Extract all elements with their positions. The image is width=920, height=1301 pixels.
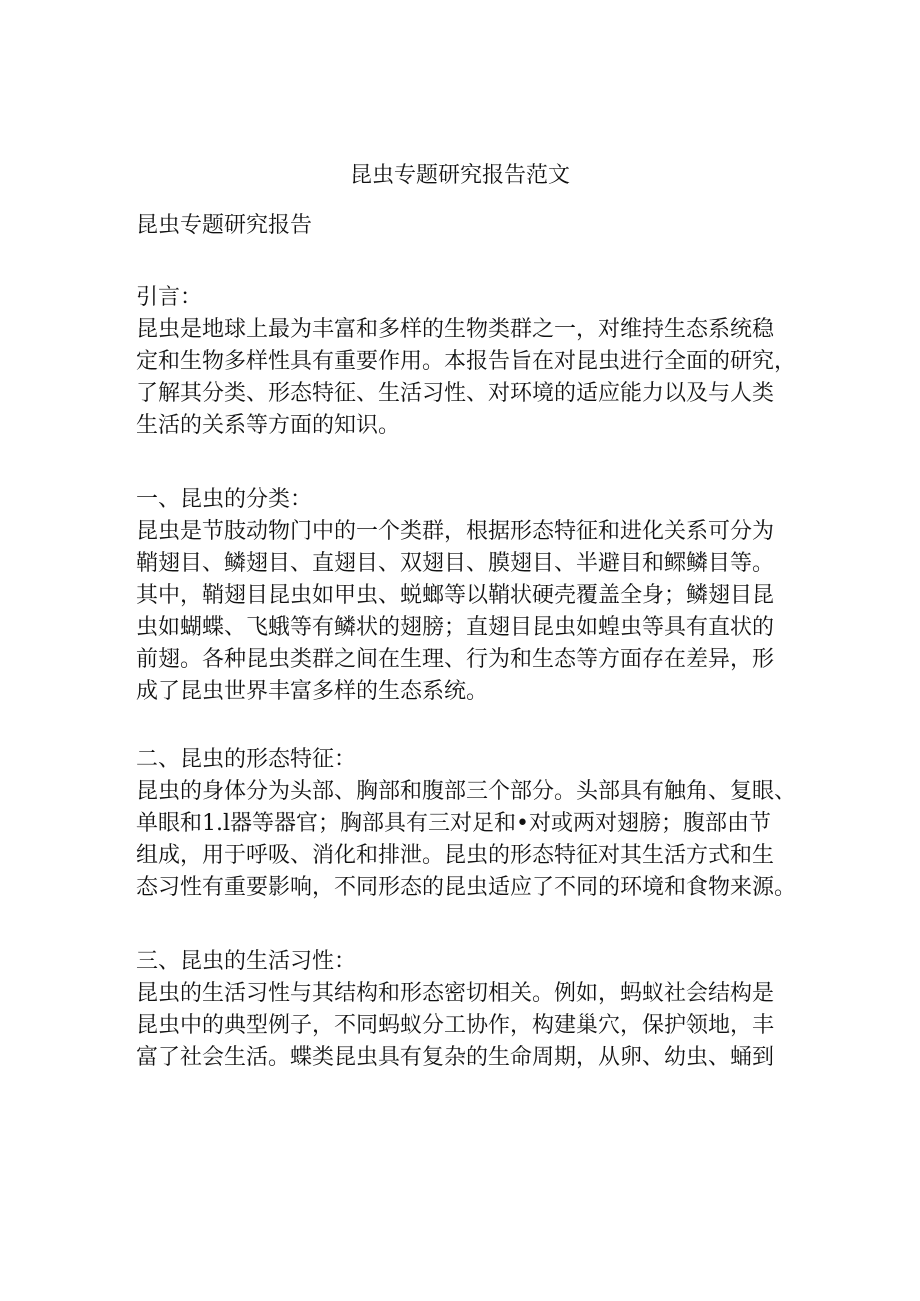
section-body bbox=[136, 314, 796, 442]
body-line: 态习性有重要影响，不同形态的昆虫适应了不同的环境和食物来源。 bbox=[136, 875, 797, 900]
report-subtitle: 昆虫专题研究报告 bbox=[136, 213, 313, 238]
body-line: 组成，用于呼吸、消化和排泄。昆虫的形态特征对其生活方式和生 bbox=[136, 843, 775, 868]
body-line: 昆虫的生活习性与其结构和形态密切相关。例如，蚂蚁社会结构是 bbox=[136, 981, 775, 1006]
body-line: 鞘翅目、鳞翅目、直翅目、双翅目、膜翅目、半避目和鳏鳞目等。 bbox=[136, 551, 775, 576]
body-line: 前翅。各种昆虫类群之间在生理、行为和生态等方面存在差异，形 bbox=[136, 647, 775, 672]
section-habits bbox=[136, 946, 796, 1074]
body-line: 昆虫中的典型例子，不同蚂蚁分工协作，构建巢穴，保护领地，丰 bbox=[136, 1013, 775, 1038]
body-line: 成了昆虫世界丰富多样的生态系统。 bbox=[136, 679, 489, 704]
section-heading: 一、昆虫的分类： bbox=[136, 487, 313, 512]
body-line: 单眼和1.l器等器官；胸部具有三对足和•对或两对翅膀；腹部由节 bbox=[136, 811, 772, 836]
body-line: 了解其分类、形态特征、生活习性、对环境的适应能力以及与人类 bbox=[136, 381, 775, 406]
body-line: 昆虫的身体分为头部、胸部和腹部三个部分。头部具有触角、复眼、 bbox=[136, 779, 797, 804]
section-morphology bbox=[136, 744, 796, 904]
section-introduction bbox=[136, 282, 796, 442]
section-heading: 二、昆虫的形态特征： bbox=[136, 747, 357, 772]
section-body bbox=[136, 978, 796, 1074]
body-line: 富了社会生活。蝶类昆虫具有复杂的生命周期，从卵、幼虫、蛹到 bbox=[136, 1045, 775, 1070]
body-line: 其中，鞘翅目昆虫如甲虫、蜕螂等以鞘状硬壳覆盖全身；鳞翅目昆 bbox=[136, 583, 775, 608]
body-line: 昆虫是节肢动物门中的一个类群，根据形态特征和进化关系可分为 bbox=[136, 519, 775, 544]
body-line: 昆虫是地球上最为丰富和多样的生物类群之一，对维持生态系统稳 bbox=[136, 317, 775, 342]
body-line: 虫如蝴蝶、飞蛾等有鳞状的翅膀；直翅目昆虫如蝗虫等具有直状的 bbox=[136, 615, 775, 640]
body-line: 定和生物多样性具有重要作用。本报告旨在对昆虫进行全面的研究， bbox=[136, 349, 797, 374]
section-heading: 引言： bbox=[136, 285, 203, 310]
section-body bbox=[136, 516, 796, 708]
section-body bbox=[136, 776, 796, 904]
document-title: 昆虫专题研究报告范文 bbox=[349, 163, 570, 188]
section-heading: 三、昆虫的生活习性： bbox=[136, 949, 357, 974]
body-line: 生活的关系等方面的知识。 bbox=[136, 413, 401, 438]
section-classification bbox=[136, 484, 796, 708]
